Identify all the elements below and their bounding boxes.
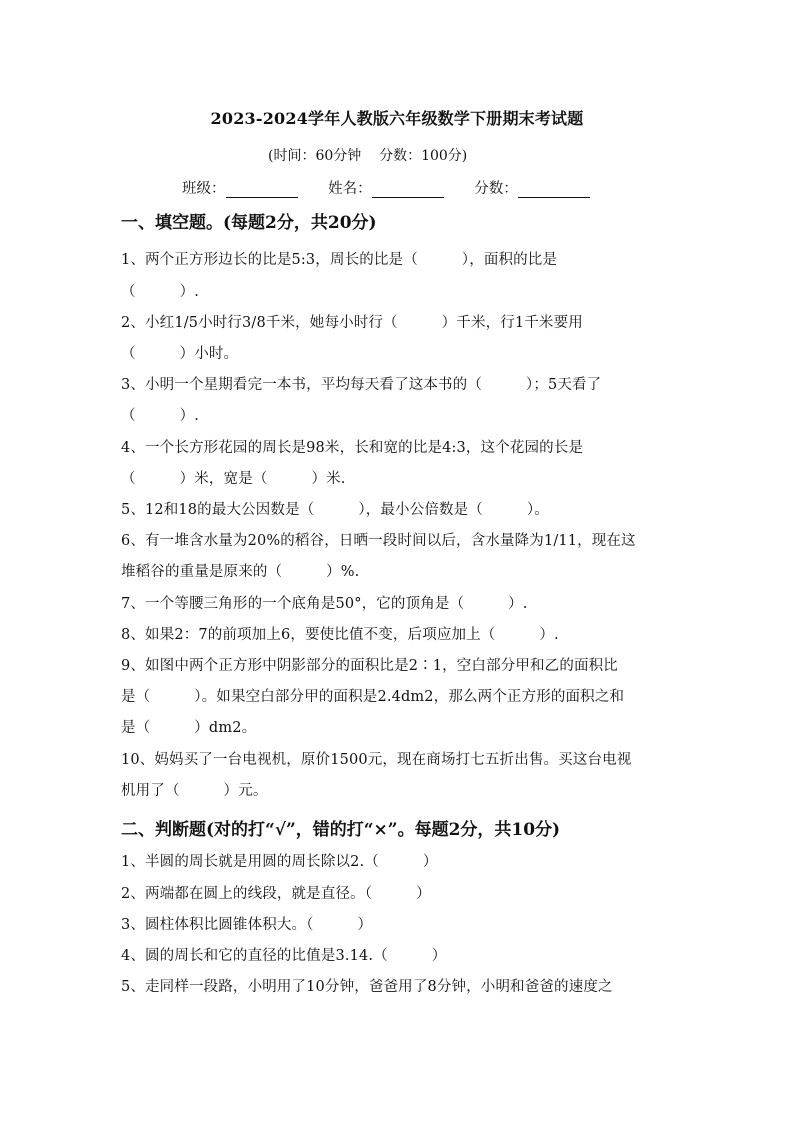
question-line: 6、有一堆含水量为20%的稻谷，日晒一段时间以后，含水量降为1/11，现在这	[121, 533, 636, 549]
question-line: 堆稻谷的重量是原来的（ ）%.	[121, 564, 360, 580]
question-line: 2、两端都在圆上的线段，就是直径。（ ）	[121, 886, 431, 902]
score-label: 分数：	[474, 181, 518, 197]
section2-title: 二、判断题(对的打“√”，错的打“×”。每题2分，共10分)	[121, 820, 561, 840]
exam-subtitle: (时间：60分钟 分数：100分)	[268, 148, 468, 164]
student-info-row	[182, 177, 616, 198]
question-line: 机用了（ ）元。	[121, 783, 268, 799]
score-blank	[518, 182, 590, 198]
question-line: 是（ ）。如果空白部分甲的面积是2.4dm2，那么两个正方形的面积之和	[121, 689, 625, 705]
question-line: 1、两个正方形边长的比是5:3，周长的比是（ ），面积的比是	[121, 252, 558, 268]
name-field	[328, 177, 444, 198]
question-line: 1、半圆的周长就是用圆的周长除以2.（ ）	[121, 854, 438, 870]
question-line: 3、圆柱体积比圆锥体积大。（ ）	[121, 917, 373, 933]
question-line: 是（ ）dm2。	[121, 720, 257, 736]
question-line: 10、妈妈买了一台电视机，原价1500元，现在商场打七五折出售。买这台电视	[121, 752, 632, 768]
question-line: 9、如图中两个正方形中阴影部分的面积比是2∶1，空白部分甲和乙的面积比	[121, 658, 618, 674]
question-line: 4、圆的周长和它的直径的比值是3.14.（ ）	[121, 948, 447, 964]
score-field	[474, 177, 590, 198]
question-line: 4、一个长方形花园的周长是98米，长和宽的比是4:3，这个花园的长是	[121, 440, 584, 456]
question-line: （ ）米，宽是（ ）米.	[121, 471, 346, 487]
name-label: 姓名：	[328, 181, 372, 197]
question-line: 7、一个等腰三角形的一个底角是50°，它的顶角是（ ）.	[121, 596, 528, 612]
question-line: （ ）.	[121, 408, 200, 424]
question-line: 5、12和18的最大公因数是（ ），最小公倍数是（ ）。	[121, 502, 549, 518]
question-line: （ ）.	[121, 284, 200, 300]
exam-title: 2023-2024学年人教版六年级数学下册期末考试题	[210, 109, 584, 128]
name-blank	[372, 182, 444, 198]
question-line: 3、小明一个星期看完一本书，平均每天看了这本书的（ ）；5天看了	[121, 377, 602, 393]
question-line: 2、小红1/5小时行3/8千米，她每小时行（ ）千米，行1千米要用	[121, 315, 583, 331]
question-line: 5、走同样一段路，小明用了10分钟，爸爸用了8分钟，小明和爸爸的速度之	[121, 979, 613, 995]
question-line: 8、如果2：7的前项加上6，要使比值不变，后项应加上（ ）.	[121, 627, 559, 643]
section1-title: 一、填空题。(每题2分，共20分)	[121, 213, 377, 233]
class-field	[182, 177, 298, 198]
class-label: 班级：	[182, 181, 226, 197]
class-blank	[226, 182, 298, 198]
question-line: （ ）小时。	[121, 346, 239, 362]
